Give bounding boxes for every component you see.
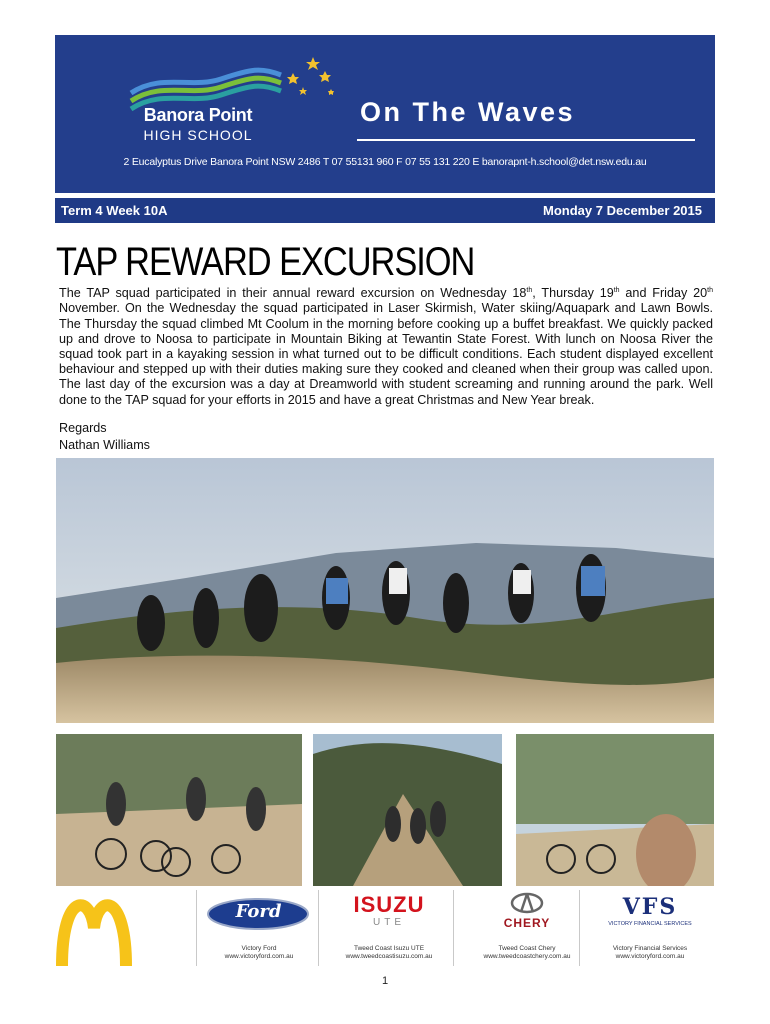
sponsor-divider bbox=[453, 890, 454, 966]
school-contact-address: 2 Eucalyptus Drive Banora Point NSW 2486 T 07 55131 960 F 07 55 131 220 E banorapnt-h.school@det.nsw.edu.au bbox=[123, 156, 647, 168]
sponsor-strip bbox=[56, 888, 714, 968]
vfs-logo-text: VFS bbox=[622, 894, 678, 920]
article-text-c: and Friday 20 bbox=[619, 286, 708, 301]
masthead bbox=[55, 35, 715, 193]
school-subtitle: HIGH SCHOOL bbox=[143, 127, 253, 143]
ford-logo-text: Ford bbox=[235, 901, 282, 922]
sponsor-ford bbox=[206, 888, 326, 968]
page-number: 1 bbox=[381, 975, 389, 987]
isuzu-logo-text: ISUZU bbox=[353, 892, 425, 917]
author-name: Nathan Williams bbox=[59, 438, 150, 452]
newsletter-title: On The Waves bbox=[360, 97, 576, 127]
term-bar bbox=[55, 198, 715, 223]
sponsor-caption: Victory Financial Services www.victoryford.com.au bbox=[612, 945, 688, 960]
issue-date: Monday 7 December 2015 bbox=[543, 203, 702, 218]
group-jump-photo bbox=[56, 458, 714, 723]
regards-line: Regards bbox=[59, 421, 107, 435]
sponsor-caption: Tweed Coast Isuzu UTE www.tweedcoastisuzu.com.au bbox=[345, 945, 433, 960]
sponsor-caption: Tweed Coast Chery www.tweedcoastchery.com.au bbox=[483, 945, 571, 960]
school-name: Banora Point bbox=[143, 105, 253, 125]
sponsor-caption: Victory Ford www.victoryford.com.au bbox=[224, 945, 294, 960]
bush-track-photo bbox=[313, 734, 502, 886]
sponsor-chery bbox=[466, 888, 586, 968]
vfs-logo-subtext: VICTORY FINANCIAL SERVICES bbox=[608, 921, 692, 927]
sponsor-vfs bbox=[586, 888, 714, 968]
article-text-a: The TAP squad participated in their annual reward excursion on Wednesday 18 bbox=[59, 286, 527, 301]
isuzu-ute-text: UTE bbox=[373, 917, 405, 928]
mcdonalds-arches-icon bbox=[56, 888, 181, 968]
ordinal-suffix: th bbox=[613, 287, 620, 294]
article-text-b: , Thursday 19 bbox=[532, 286, 614, 301]
sponsor-isuzu bbox=[326, 888, 451, 968]
chery-logo-text: CHERY bbox=[503, 916, 551, 930]
title-underline bbox=[357, 139, 695, 141]
ordinal-suffix: th bbox=[707, 287, 713, 294]
mountain-bike-group-photo bbox=[56, 734, 302, 886]
article-text-d: November. On the Wednesday the squad participated in Laser Skirmish, Water skiing/Aquapark and Lawn Bowls. The Thursday the squad climbed Mt Coolum in the morning before cooking up a buffet breakfast. We quickly packed up and drove to Noosa to participate in Mountain Biking at Tewantin State Forest. With lunch on Noosa River the squad took part in a kayaking session in what turned out to be difficult conditions. Each student displayed excellent behaviour and stepped up with their duties making sure they cooked and cleaned when their group was called upon. The last day of the excursion was a day at Dreamworld with student screaming and running around the park. Well done to the TAP squad for your efforts in 2015 and have a great Christmas and New Year break. bbox=[59, 301, 713, 407]
article-body bbox=[59, 283, 713, 408]
bike-selfie-photo bbox=[516, 734, 714, 886]
chery-emblem-icon bbox=[510, 892, 544, 914]
article-headline: TAP REWARD EXCURSION bbox=[56, 240, 475, 284]
ordinal-suffix: th bbox=[526, 287, 533, 294]
term-week-label: Term 4 Week 10A bbox=[61, 203, 168, 218]
